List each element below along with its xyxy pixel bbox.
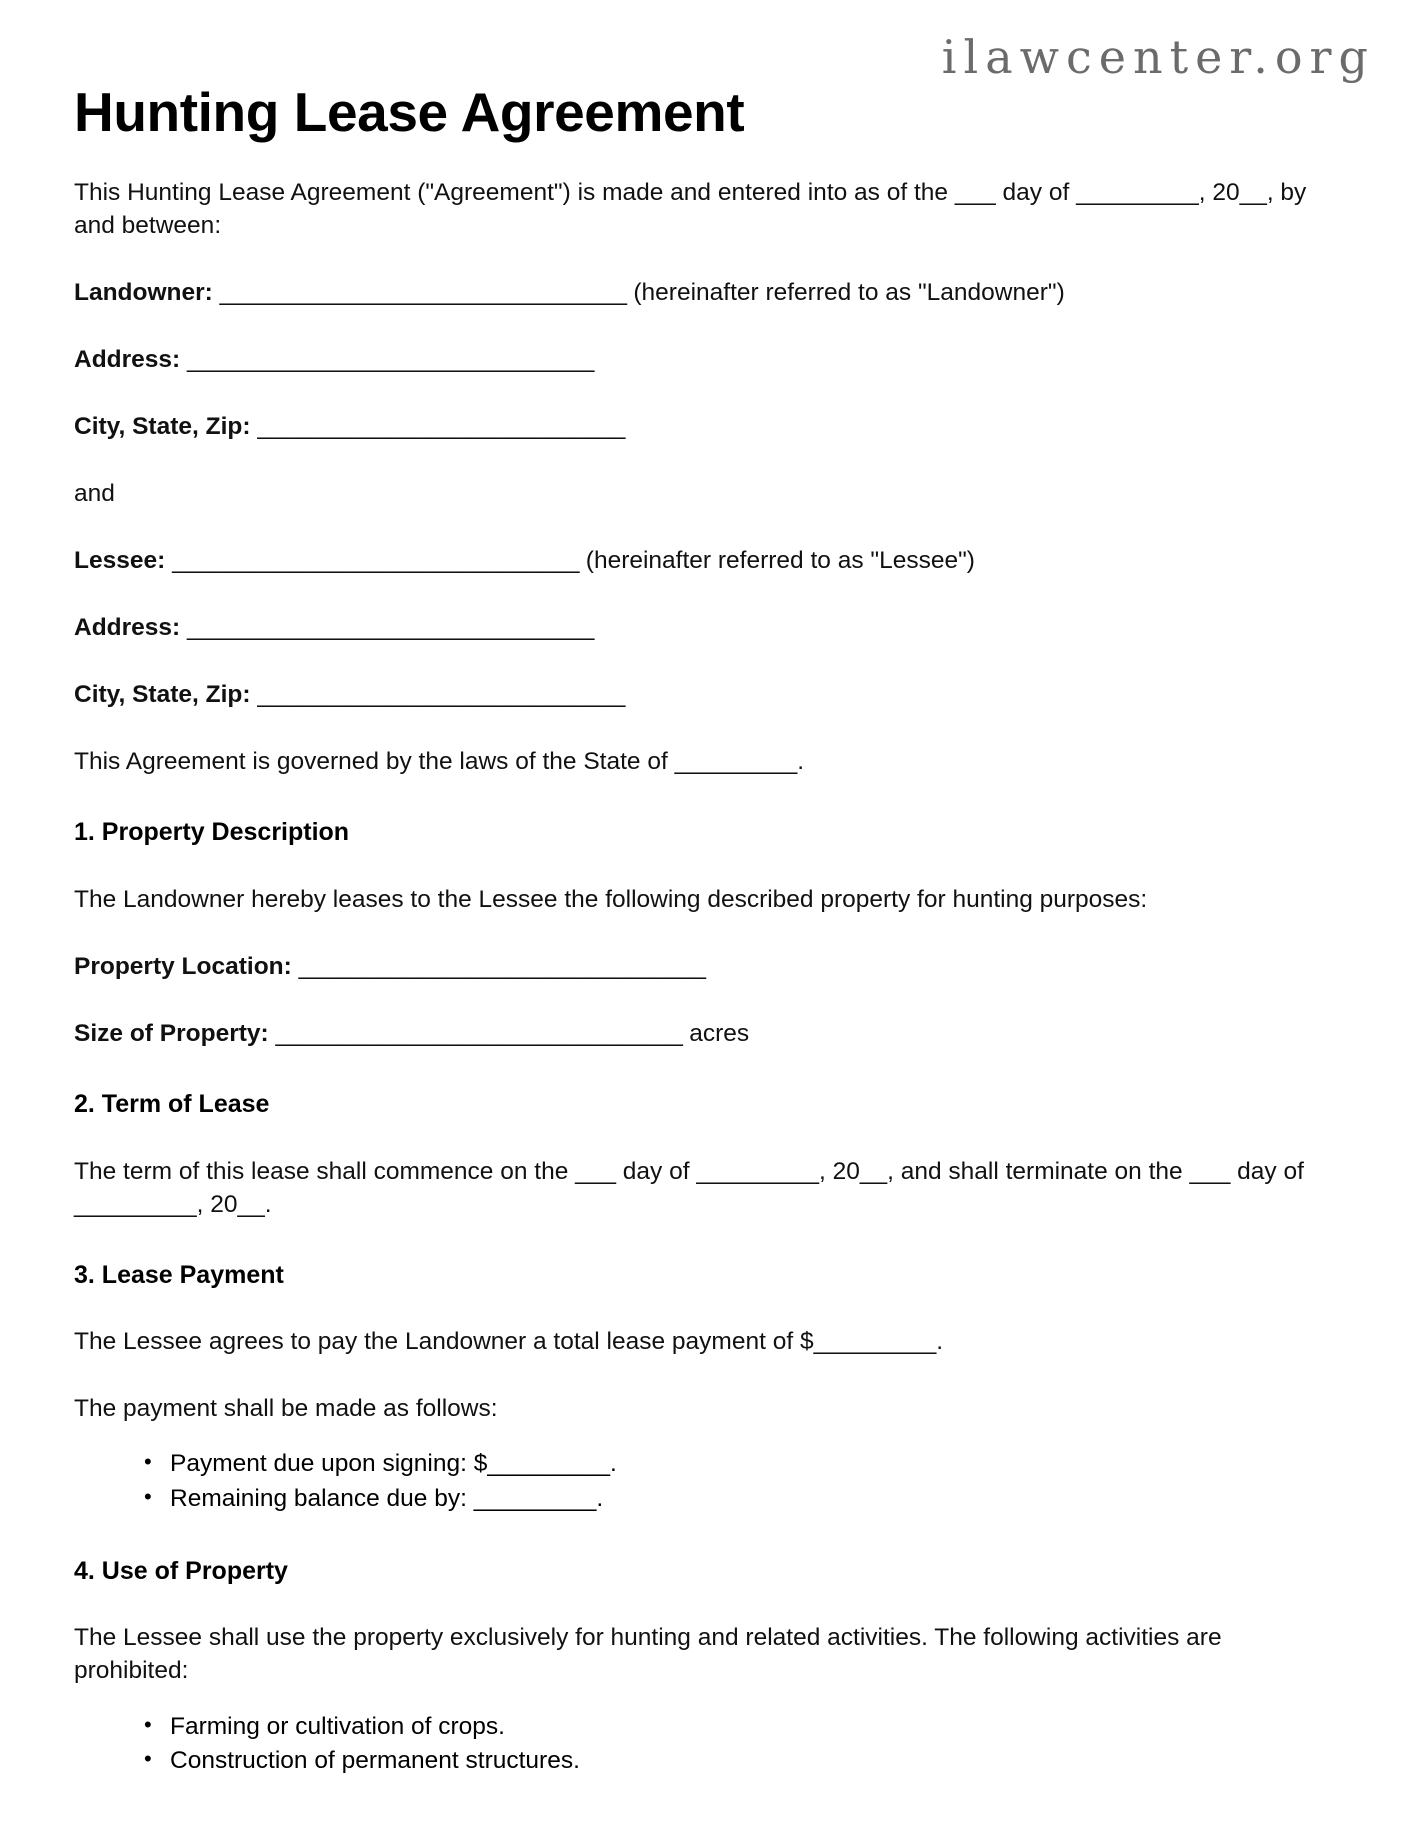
lessee-blank: _______________________________ (172, 547, 579, 575)
section-2-heading: 2. Term of Lease (74, 1090, 270, 1119)
property-location-line (74, 916, 1336, 983)
document-content (74, 0, 1336, 1779)
property-size-blank: _______________________________ (275, 1020, 683, 1047)
list-item: • Farming or cultivation of crops. (144, 1710, 1336, 1745)
list-item: • Payment due upon signing: $_________. (144, 1447, 1336, 1482)
conjunction-and: and (74, 480, 115, 508)
section-1-heading: 1. Property Description (74, 818, 350, 847)
property-size-unit: acres (689, 1020, 750, 1047)
lessee-city-label: City, State, Zip: (74, 681, 251, 709)
property-location-blank: _______________________________ (298, 952, 706, 980)
governing-law-paragraph: This Agreement is governed by the laws of the State of _________. (74, 748, 805, 776)
landowner-address-label: Address: (74, 345, 181, 373)
lessee-address-line (74, 577, 1336, 644)
landowner-line (74, 242, 1336, 309)
section-3-body-2: The payment shall be made as follows: (74, 1395, 498, 1423)
section-3-bullet-list (74, 1425, 1336, 1517)
section-1-body: The Landowner hereby leases to the Lessee the following described property for hunting purposes: (74, 885, 1148, 913)
property-size-label: Size of Property: (74, 1020, 269, 1047)
lessee-address-label: Address: (74, 614, 181, 642)
lessee-city-line (74, 644, 1336, 711)
intro-paragraph: This Hunting Lease Agreement ("Agreement") is made and entered into as of the ___ day of _________, 20__, by and between: (74, 178, 1307, 239)
list-item: • Remaining balance due by: _________. (144, 1482, 1336, 1517)
lessee-city-blank: ____________________________ (257, 681, 625, 709)
landowner-label: Landowner: (74, 278, 213, 306)
page-title: Hunting Lease Agreement (74, 81, 745, 143)
landowner-city-line (74, 376, 1336, 443)
section-3-heading: 3. Lease Payment (74, 1260, 284, 1289)
lessee-line (74, 510, 1336, 577)
list-item: • Construction of permanent structures. (144, 1744, 1336, 1779)
landowner-city-label: City, State, Zip: (74, 413, 251, 440)
landowner-address-blank: _______________________________ (187, 345, 594, 373)
lessee-address-blank: _______________________________ (187, 614, 594, 642)
site-watermark: ilawcenter.org (941, 30, 1375, 84)
landowner-blank: _______________________________ (219, 278, 627, 306)
property-location-label: Property Location: (74, 952, 292, 980)
landowner-suffix: (hereinafter referred to as "Landowner") (633, 278, 1065, 306)
section-4-bullet-list (74, 1688, 1336, 1780)
lessee-label: Lessee: (74, 547, 166, 575)
landowner-city-blank: ____________________________ (257, 413, 625, 440)
landowner-address-line (74, 309, 1336, 376)
property-size-line (74, 983, 1336, 1050)
section-3-body: The Lessee agrees to pay the Landowner a total lease payment of $_________. (74, 1328, 944, 1356)
section-4-heading: 4. Use of Property (74, 1556, 288, 1585)
lessee-suffix: (hereinafter referred to as "Lessee") (585, 547, 975, 575)
section-4-body: The Lessee shall use the property exclusively for hunting and related activities. The following activities are prohibited: (74, 1624, 1222, 1685)
section-2-body: The term of this lease shall commence on the ___ day of _________, 20__, and shall terminate on the ___ day of _________, 20__. (74, 1157, 1304, 1218)
